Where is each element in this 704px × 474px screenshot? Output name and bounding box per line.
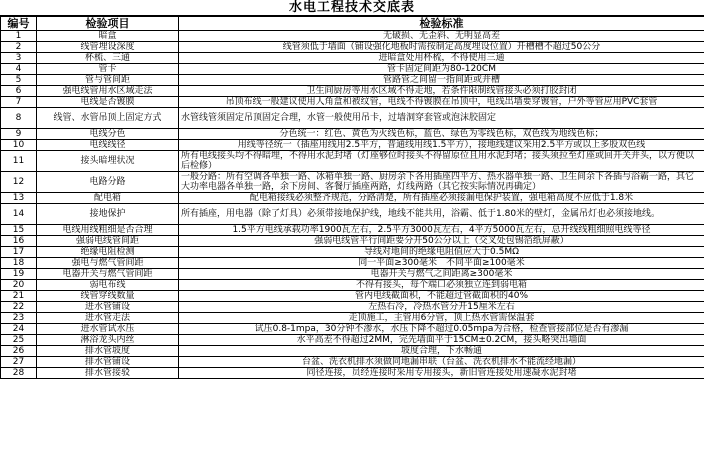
row-standard: 电器开关与燃气之间距离≥300毫米 xyxy=(179,269,704,280)
table-row xyxy=(1,53,704,64)
header-item: 检验项目 xyxy=(37,17,179,31)
row-item: 绝缘电阻检测 xyxy=(37,247,179,258)
row-item: 电线分色 xyxy=(37,129,179,140)
row-item: 进水管试水压 xyxy=(37,324,179,335)
row-number: 11 xyxy=(1,151,37,172)
row-number: 26 xyxy=(1,346,37,357)
row-standard: 配电箱接线必须整齐规范，分路清楚，所有插座必须接漏电保护装置，强电箱高度不应低于1.8米 xyxy=(179,193,704,204)
row-number: 19 xyxy=(1,269,37,280)
row-number: 8 xyxy=(1,108,37,129)
row-standard: 所有电线接头均不得暗埋，不得用水泥封堵（灯座够位时接头不得留原位且用水泥封堵；接头须拉至灯座或回开关并头，以方便以后检修） xyxy=(179,151,704,172)
row-item: 强弱电线管间距 xyxy=(37,236,179,247)
row-standard: 导线对地间的绝缘电阻值应大于0.5MΩ xyxy=(179,247,704,258)
table-row xyxy=(1,236,704,247)
row-standard: 台盆、洗衣机排水须做同地漏串联（台盆、洗衣机排水不能流经地漏） xyxy=(179,357,704,368)
row-item: 接头暗埋状况 xyxy=(37,151,179,172)
row-item: 淋浴龙头内丝 xyxy=(37,335,179,346)
row-standard: 同径连接，员经连接时采用专用接头，新旧管连接处用速凝水泥封堵 xyxy=(179,368,704,379)
row-standard: 水管线管须固定吊顶固定合理，水管一般使用吊卡，过墙洞穿套管或泡沫胶固定 xyxy=(179,108,704,129)
table-row xyxy=(1,86,704,97)
table-row xyxy=(1,193,704,204)
header-row xyxy=(1,17,704,31)
row-number: 12 xyxy=(1,172,37,193)
row-item: 配电箱 xyxy=(37,193,179,204)
row-item: 接地保护 xyxy=(37,204,179,225)
table-body xyxy=(1,31,704,379)
table-row xyxy=(1,97,704,108)
row-standard: 线管须低于墙面（铺设强化地板时需按制定高度埋设位置）开槽槽不超过50公分 xyxy=(179,42,704,53)
row-standard: 管路管之间留一指间距或并槽 xyxy=(179,75,704,86)
row-item: 电线用线粗细是否合理 xyxy=(37,225,179,236)
table-row xyxy=(1,324,704,335)
row-item: 排水管接驳 xyxy=(37,368,179,379)
row-standard: 吊顶布线一般建议使用人角盒和被纹管，电线不得镀膜在吊顶中，电线出墙要穿镀管，户外等管应用PVC套管 xyxy=(179,97,704,108)
table-row xyxy=(1,302,704,313)
row-item: 暗盒 xyxy=(37,31,179,42)
table-row xyxy=(1,31,704,42)
row-number: 21 xyxy=(1,291,37,302)
table-row xyxy=(1,204,704,225)
row-number: 9 xyxy=(1,129,37,140)
row-standard: 走顶施工，主管用6分管，顶上热水管需保温套 xyxy=(179,313,704,324)
row-standard: 坡度合理，下水畅通 xyxy=(179,346,704,357)
table-row xyxy=(1,291,704,302)
table-row xyxy=(1,368,704,379)
table-row xyxy=(1,108,704,129)
table-row xyxy=(1,313,704,324)
table-row xyxy=(1,129,704,140)
row-standard: 一般分路：所有空调各单独一路、冰箱单独一路、厨房余下各用插座四平方、热水器单独一路、卫生间余下各插与浴霸一路，其它大功率电器各单独一路，余下房间、客餐厅插座两路，灯线两路（其它按实际情况再确定） xyxy=(179,172,704,193)
row-item: 强电与燃气管间距 xyxy=(37,258,179,269)
table-row xyxy=(1,357,704,368)
row-number: 10 xyxy=(1,140,37,151)
row-number: 22 xyxy=(1,302,37,313)
table-row xyxy=(1,172,704,193)
row-number: 1 xyxy=(1,31,37,42)
row-number: 23 xyxy=(1,313,37,324)
row-standard: 同一平面≥300毫米 不同平面≥100毫米 xyxy=(179,258,704,269)
table-row xyxy=(1,75,704,86)
row-standard: 1.5平方电线承载功率1900瓦左右，2.5平方3000瓦左右，4平方5000瓦左右，总开线线粗细照电线等径 xyxy=(179,225,704,236)
row-number: 25 xyxy=(1,335,37,346)
row-number: 20 xyxy=(1,280,37,291)
row-item: 线管、水管吊顶上固定方式 xyxy=(37,108,179,129)
row-item: 杯梳、三通 xyxy=(37,53,179,64)
row-number: 6 xyxy=(1,86,37,97)
row-item: 线管埋设深度 xyxy=(37,42,179,53)
header-standard: 检验标准 xyxy=(179,17,704,31)
row-item: 排水管铺设 xyxy=(37,357,179,368)
row-item: 电路分路 xyxy=(37,172,179,193)
row-item: 电器开关与燃气管间距 xyxy=(37,269,179,280)
row-standard: 卫生间厨房等用水区域不得走地，若条件限制线管接头必须打胶封闭 xyxy=(179,86,704,97)
table-row xyxy=(1,258,704,269)
row-item: 电线线径 xyxy=(37,140,179,151)
row-number: 14 xyxy=(1,204,37,225)
table-row xyxy=(1,151,704,172)
row-standard: 管内电线截面积，不能超过管截面积的40% xyxy=(179,291,704,302)
row-number: 16 xyxy=(1,236,37,247)
table-row xyxy=(1,140,704,151)
row-standard: 用线等径统一（插座用线用2.5平方，普通线用线1.5平方），接地线建议采用2.5平方或以上多股双色线 xyxy=(179,140,704,151)
table-row xyxy=(1,269,704,280)
row-standard: 所有插座，用电器（除了灯具）必须带接地保护线，地线不能共用，浴霸、低于1.80米的壁灯，金属吊灯也必须接地线。 xyxy=(179,204,704,225)
row-standard: 分色统一：红色、黄色为火线色标，蓝色、绿色为零线色标，双色线为地线色标； xyxy=(179,129,704,140)
row-item: 弱电布线 xyxy=(37,280,179,291)
row-number: 2 xyxy=(1,42,37,53)
row-standard: 水平高差不得超过2MM，完先墙面平于15CM±0.2CM，接头略突出墙面 xyxy=(179,335,704,346)
row-number: 5 xyxy=(1,75,37,86)
table-row xyxy=(1,64,704,75)
row-number: 28 xyxy=(1,368,37,379)
row-item: 管卡 xyxy=(37,64,179,75)
row-standard: 进暗盒处用杯梳，不得使用三通 xyxy=(179,53,704,64)
row-item: 强电线管用水区域走法 xyxy=(37,86,179,97)
inspection-table xyxy=(0,16,704,379)
row-number: 15 xyxy=(1,225,37,236)
header-no: 编号 xyxy=(1,17,37,31)
table-row xyxy=(1,247,704,258)
table-row xyxy=(1,346,704,357)
sheet-title: 水电工程技术交底表 xyxy=(0,0,704,16)
row-number: 7 xyxy=(1,97,37,108)
row-item: 进水管走法 xyxy=(37,313,179,324)
row-item: 进水管铺设 xyxy=(37,302,179,313)
row-number: 27 xyxy=(1,357,37,368)
row-standard: 管卡固定间距为80-120CM xyxy=(179,64,704,75)
row-item: 管与管间距 xyxy=(37,75,179,86)
row-number: 18 xyxy=(1,258,37,269)
table-row xyxy=(1,280,704,291)
row-standard: 不得有接头，每个端口必须独立连到弱电箱 xyxy=(179,280,704,291)
row-standard: 试压0.8-1mpa，30分钟不渗水，水压下降不超过0.05mpa为合格，检查管接部位是否有渗漏 xyxy=(179,324,704,335)
row-item: 排水管坡度 xyxy=(37,346,179,357)
row-number: 13 xyxy=(1,193,37,204)
row-number: 24 xyxy=(1,324,37,335)
row-number: 4 xyxy=(1,64,37,75)
row-standard: 无破损、无歪斜、无明显高差 xyxy=(179,31,704,42)
row-standard: 左热右冷，冷热水管分开15厘米左右 xyxy=(179,302,704,313)
row-number: 3 xyxy=(1,53,37,64)
table-row xyxy=(1,42,704,53)
row-number: 17 xyxy=(1,247,37,258)
row-item: 线管穿线数量 xyxy=(37,291,179,302)
table-row xyxy=(1,225,704,236)
row-standard: 强弱电线管平行间距要分开50公分以上（交叉处包锡箔纸屏蔽） xyxy=(179,236,704,247)
table-row xyxy=(1,335,704,346)
row-item: 电线是否镀膜 xyxy=(37,97,179,108)
